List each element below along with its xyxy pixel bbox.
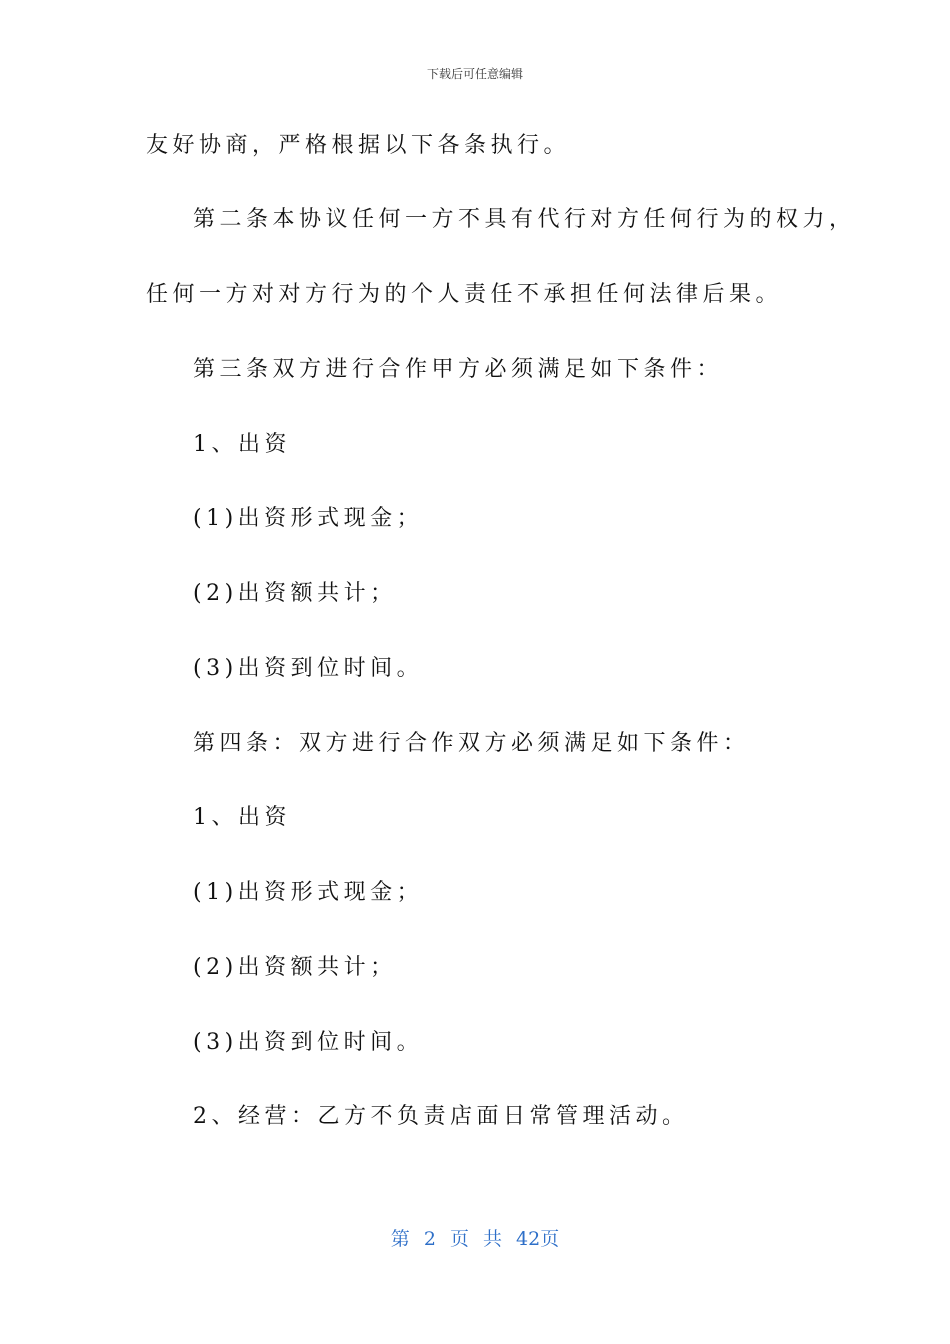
paragraph-line: 第二条本协议任何一方不具有代行对方任何行为的权力，	[193, 207, 856, 232]
list-item: 1、出资	[193, 432, 291, 457]
paragraph-line: 友好协商，严格根据以下各条执行。	[146, 133, 571, 158]
list-item: 2、经营：乙方不负责店面日常管理活动。	[193, 1104, 689, 1129]
paragraph-line: 第三条双方进行合作甲方必须满足如下条件：	[193, 357, 724, 382]
list-item: (1)出资形式现金；	[193, 506, 424, 531]
list-item: (1)出资形式现金；	[193, 880, 424, 905]
list-item: (2)出资额共计；	[193, 955, 397, 980]
list-item: (3)出资到位时间。	[193, 1030, 424, 1055]
list-item: (3)出资到位时间。	[193, 656, 424, 681]
list-item: 1、出资	[193, 805, 291, 830]
paragraph-line: 第四条：双方进行合作双方必须满足如下条件：	[193, 731, 750, 756]
list-item: (2)出资额共计；	[193, 581, 397, 606]
page-header: 下载后可任意编辑	[426, 67, 523, 81]
page-number: 第 2 页 共 42页	[390, 1228, 560, 1250]
paragraph-line: 任何一方对对方行为的个人责任不承担任何法律后果。	[146, 282, 783, 307]
